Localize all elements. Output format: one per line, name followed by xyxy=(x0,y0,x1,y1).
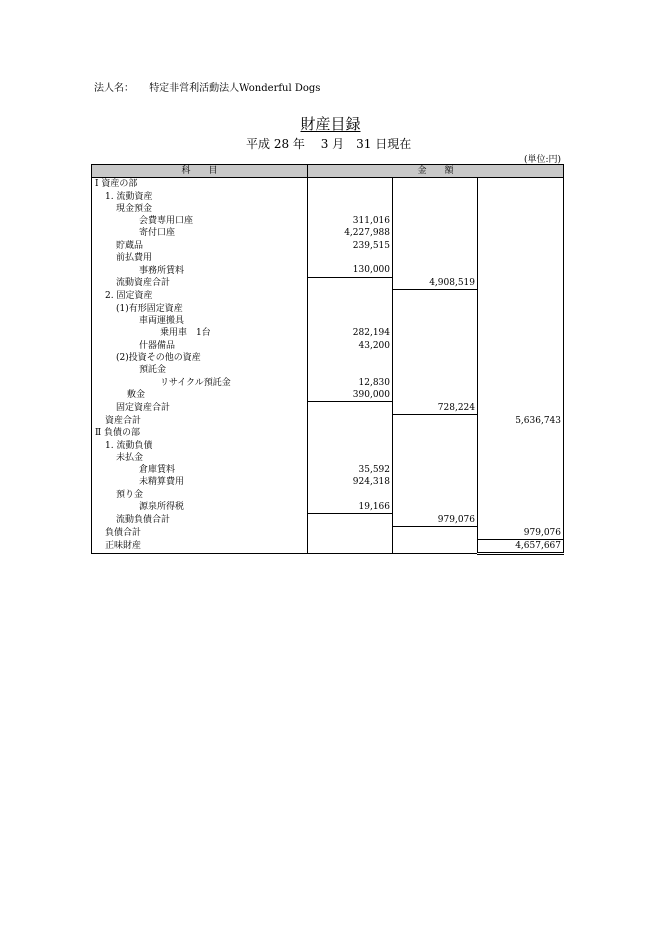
amount-col1: 35,592 xyxy=(308,464,393,476)
amount-col3: 5,636,743 xyxy=(478,414,564,427)
amount-col1: 239,515 xyxy=(308,240,393,252)
table-row xyxy=(92,364,564,376)
table-row xyxy=(92,402,564,415)
amount-col1: 4,227,988 xyxy=(308,227,393,239)
amount-col2 xyxy=(393,240,478,252)
amount-col2 xyxy=(393,252,478,264)
amount-col3 xyxy=(478,277,564,290)
amount-col2 xyxy=(393,215,478,227)
amount-col1 xyxy=(308,489,393,501)
amount-col1 xyxy=(308,352,393,364)
amount-col2 xyxy=(393,414,478,427)
amount-col3 xyxy=(478,252,564,264)
amount-col3 xyxy=(478,364,564,376)
row-label: 什器備品 xyxy=(92,340,308,352)
row-label: 前払費用 xyxy=(92,252,308,264)
table-row xyxy=(92,277,564,290)
table-row xyxy=(92,327,564,339)
amount-col2 xyxy=(393,427,478,439)
amount-col2 xyxy=(393,227,478,239)
row-label: 寄付口座 xyxy=(92,227,308,239)
amount-col2 xyxy=(393,389,478,402)
row-label: 固定資産合計 xyxy=(92,402,308,415)
row-label: (1)有形固定資産 xyxy=(92,303,308,315)
amount-col3 xyxy=(478,303,564,315)
as-of-date: 平成 28 年 3 月 31 日現在 xyxy=(246,137,412,151)
table-row xyxy=(92,264,564,277)
amount-col2 xyxy=(393,191,478,203)
amount-col2: 728,224 xyxy=(393,402,478,415)
amount-col2 xyxy=(393,203,478,215)
amount-col1: 924,318 xyxy=(308,476,393,488)
table-row xyxy=(92,227,564,239)
amount-col2 xyxy=(393,352,478,364)
row-label: 流動負債合計 xyxy=(92,514,308,527)
amount-col2 xyxy=(393,501,478,514)
amount-col1 xyxy=(308,303,393,315)
amount-col1 xyxy=(308,191,393,203)
table-row xyxy=(92,414,564,427)
document-title-wrap xyxy=(0,113,661,134)
amount-col1: 130,000 xyxy=(308,264,393,277)
table-row xyxy=(92,440,564,452)
corporation-line xyxy=(94,79,320,94)
row-label: 未払金 xyxy=(92,452,308,464)
amount-col1: 282,194 xyxy=(308,327,393,339)
row-label: 2. 固定資産 xyxy=(92,290,308,303)
amount-col2 xyxy=(393,340,478,352)
corporation-label: 法人名： xyxy=(94,83,134,94)
amount-col2 xyxy=(393,315,478,327)
row-label: 車両運搬具 xyxy=(92,315,308,327)
amount-col3 xyxy=(478,501,564,514)
amount-col2 xyxy=(393,440,478,452)
table-row xyxy=(92,352,564,364)
row-label: 正味財産 xyxy=(92,539,308,553)
amount-col3 xyxy=(478,290,564,303)
amount-col3 xyxy=(478,315,564,327)
table-row xyxy=(92,427,564,439)
table-row xyxy=(92,389,564,402)
document-title: 財産目録 xyxy=(300,115,361,133)
row-label: 源泉所得税 xyxy=(92,501,308,514)
amount-col3 xyxy=(478,514,564,527)
amount-col3 xyxy=(478,227,564,239)
amount-col2 xyxy=(393,527,478,540)
row-label: 倉庫賃料 xyxy=(92,464,308,476)
amount-col3 xyxy=(478,452,564,464)
row-label: 会費専用口座 xyxy=(92,215,308,227)
row-label: Ⅰ 資産の部 xyxy=(92,178,308,191)
header-amount: 金 額 xyxy=(308,165,564,178)
amount-col2 xyxy=(393,464,478,476)
amount-col2 xyxy=(393,264,478,277)
amount-col3 xyxy=(478,476,564,488)
amount-col1 xyxy=(308,440,393,452)
table-row xyxy=(92,489,564,501)
table-header-row xyxy=(92,165,564,178)
amount-col1: 311,016 xyxy=(308,215,393,227)
amount-col1 xyxy=(308,277,393,290)
amount-col2 xyxy=(393,290,478,303)
amount-col2 xyxy=(393,178,478,191)
row-label: 資産合計 xyxy=(92,414,308,427)
table-row xyxy=(92,476,564,488)
row-label: 貯蔵品 xyxy=(92,240,308,252)
table-row xyxy=(92,514,564,527)
amount-col1 xyxy=(308,364,393,376)
amount-col1 xyxy=(308,414,393,427)
amount-col1: 19,166 xyxy=(308,501,393,514)
row-label: 事務所賃料 xyxy=(92,264,308,277)
table-row xyxy=(92,191,564,203)
amount-col3 xyxy=(478,352,564,364)
amount-col3: 4,657,667 xyxy=(478,539,564,553)
table-row xyxy=(92,377,564,389)
amount-col3 xyxy=(478,489,564,501)
row-label: 敷金 xyxy=(92,389,308,402)
amount-col3 xyxy=(478,464,564,476)
amount-col3 xyxy=(478,264,564,277)
row-label: 預り金 xyxy=(92,489,308,501)
amount-col1 xyxy=(308,514,393,527)
amount-col1 xyxy=(308,290,393,303)
row-label: 流動資産合計 xyxy=(92,277,308,290)
amount-col2 xyxy=(393,539,478,553)
amount-col3 xyxy=(478,402,564,415)
header-subject: 科 目 xyxy=(92,165,308,178)
amount-col3 xyxy=(478,240,564,252)
amount-col2 xyxy=(393,489,478,501)
corporation-name: 特定非営利活動法人Wonderful Dogs xyxy=(149,83,321,94)
row-label: 1. 流動負債 xyxy=(92,440,308,452)
table-row xyxy=(92,178,564,191)
table-row xyxy=(92,452,564,464)
amount-col3 xyxy=(478,389,564,402)
amount-col2 xyxy=(393,452,478,464)
row-label: (2)投資その他の資産 xyxy=(92,352,308,364)
amount-col3 xyxy=(478,340,564,352)
amount-col2: 4,908,519 xyxy=(393,277,478,290)
table-row xyxy=(92,240,564,252)
table-row xyxy=(92,464,564,476)
row-label: 預託金 xyxy=(92,364,308,376)
row-label: 未精算費用 xyxy=(92,476,308,488)
amount-col1 xyxy=(308,427,393,439)
amount-col3 xyxy=(478,191,564,203)
row-label: Ⅱ 負債の部 xyxy=(92,427,308,439)
amount-col3 xyxy=(478,377,564,389)
amount-col1 xyxy=(308,178,393,191)
amount-col1 xyxy=(308,315,393,327)
table-row xyxy=(92,539,564,553)
amount-col2: 979,076 xyxy=(393,514,478,527)
row-label: 負債合計 xyxy=(92,527,308,540)
row-label: 現金預金 xyxy=(92,203,308,215)
amount-col1 xyxy=(308,452,393,464)
table-row xyxy=(92,340,564,352)
table-row xyxy=(92,290,564,303)
amount-col2 xyxy=(393,327,478,339)
row-label: リサイクル預託金 xyxy=(92,377,308,389)
amount-col3 xyxy=(478,440,564,452)
amount-col2 xyxy=(393,476,478,488)
table-row xyxy=(92,527,564,540)
row-label: 乗用車 1台 xyxy=(92,327,308,339)
amount-col3 xyxy=(478,178,564,191)
unit-label: (単位:円) xyxy=(523,155,561,165)
table-row xyxy=(92,315,564,327)
table-row xyxy=(92,203,564,215)
table-row xyxy=(92,215,564,227)
amount-col1: 43,200 xyxy=(308,340,393,352)
amount-col1: 390,000 xyxy=(308,389,393,402)
table-row xyxy=(92,501,564,514)
row-label: 1. 流動資産 xyxy=(92,191,308,203)
amount-col3 xyxy=(478,203,564,215)
amount-col1 xyxy=(308,252,393,264)
amount-col1: 12,830 xyxy=(308,377,393,389)
amount-col2 xyxy=(393,377,478,389)
amount-col2 xyxy=(393,364,478,376)
amount-col1 xyxy=(308,402,393,415)
table-row xyxy=(92,252,564,264)
table-row xyxy=(92,303,564,315)
amount-col1 xyxy=(308,539,393,553)
amount-col3: 979,076 xyxy=(478,527,564,540)
amount-col3 xyxy=(478,327,564,339)
amount-col3 xyxy=(478,427,564,439)
amount-col1 xyxy=(308,203,393,215)
amount-col2 xyxy=(393,303,478,315)
amount-col1 xyxy=(308,527,393,540)
amount-col3 xyxy=(478,215,564,227)
property-inventory-table xyxy=(91,164,564,555)
